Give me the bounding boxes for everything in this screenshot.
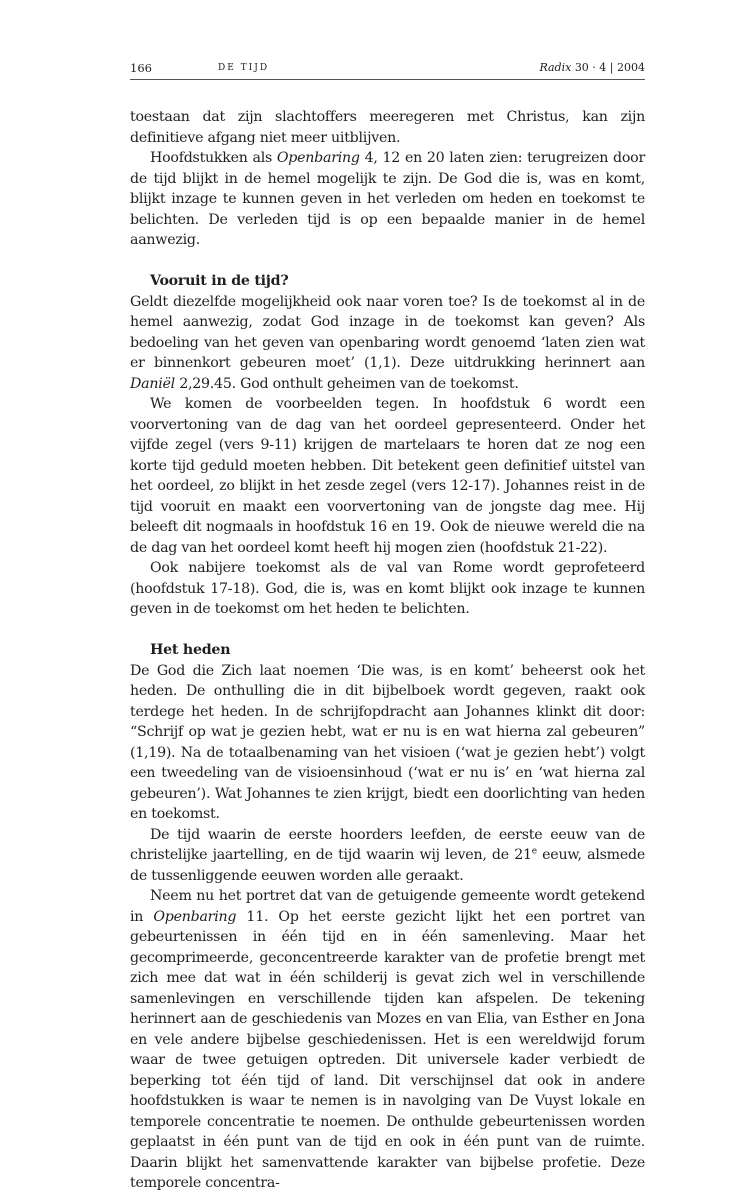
journal-citation [539,60,645,76]
paragraph [130,886,645,1194]
section-heading-vooruit: Vooruit in de tijd? [150,273,289,289]
paragraph: Ook nabijere toekomst als de val van Rome wordt geprofeteerd (hoofdstuk 17-18). God, die is, was en komt blijkt ook inzage te kunnen geven in de toekomst om het heden te belichten. [130,560,645,617]
paragraph [130,825,645,887]
paragraph: De God die Zich laat noemen ‘Die was, is en komt’ beheerst ook het heden. De onthulling die in dit bijbelboek wordt gegeven, raakt ook terdege het heden. In de schrijfopdracht aan Johannes klinkt dit door: “Schrijf op wat je gezien hebt, wat er nu is en wat hierna zal gebeuren” (1,19). Na de totaalbenaming van het visioen (‘wat je gezien hebt’) volgt een tweedeling van de visioensinhoud (‘wat er nu is’ en ‘wat hierna zal gebeuren’). Wat Johannes te zien krijgt, biedt een doorlichting van heden en toekomst. [130,662,645,822]
paragraph-text: Neem nu het portret dat van de getuigende gemeente wordt getekend in [130,888,645,925]
superscript: e [531,846,537,857]
article-body [130,107,645,1194]
paragraph-text: eeuw, alsmede de tussenliggende eeuwen worden alle geraakt. [130,847,645,884]
paragraph [130,292,645,395]
paragraph-text: De tijd waarin de eerste hoorders leefden, de eerste eeuw van de christelijke jaartelling, en de tijd waarin wij leven, de 21 [130,826,645,863]
bible-book-reference: Daniël [130,375,175,392]
section-heading-heden: Het heden [150,642,231,658]
bible-book-reference: Openbaring [276,150,360,166]
journal-name: Radix [539,61,572,74]
header-rule [130,79,645,80]
paragraph-text: 11. Op het eerste gezicht lijkt het een portret van gebeurtenissen in één tijd en in één samenleving. Maar het gecomprimeerde, geconcentreerde karakter van de profetie brengt met zich mee dat wat in één schilderij is gevat zich wel in verschillende samenlevingen en verschillende tijden kan afspelen. De tekening herinnert aan de geschiedenis van Mozes en van Elia, van Esther en Jona en vele andere bijbelse geschiedenissen. Het is een wereldwijd forum waar de twee getuigen optreden. Dit universele kader verbiedt de beperking tot één tijd of land. Dit verschijnsel dat ook in andere hoofdstukken is waar te nemen is in navolging van De Vuyst lokale en temporele concentratie te noemen. De onthulde gebeurtenissen worden geplaatst in één punt van de tijd en ook in één punt van de ruimte. Daarin blijkt het samenvattende karakter van bijbelse profetie. Deze temporele concentra- [130,908,646,1191]
section-title: DE TIJD [218,63,270,73]
page-number: 166 [130,61,152,75]
journal-info: 30 · 4 | 2004 [574,61,645,74]
paragraph-text: 4, 12 en 20 laten zien: terugreizen door de tijd blijkt in de hemel mogelijk te zijn. De God die is, was en komt, blijkt inzage te kunnen geven in het verleden om heden en toekomst te belichten. De verleden tijd is op een bepaalde manier in de hemel aanwezig. [130,150,645,248]
paragraph-text: Geldt diezelfde mogelijkheid ook naar voren toe? Is de toekomst al in de hemel aanwezig, zodat God inzage in de toekomst kan geven? Als bedoeling van het geven van openbaring wordt genoemd ‘laten zien wat er binnenkort gebeuren moet’ (1,1). Deze uitdrukking herinnert aan [130,293,645,371]
paragraph: We komen de voorbeelden tegen. In hoofdstuk 6 wordt een voorvertoning van de dag van het oordeel gepresenteerd. Onder het vijfde zegel (vers 9-11) krijgen de martelaars te horen dat ze nog een korte tijd geduld moeten hebben. Dit betekent geen definitief uitstel van het oordeel, zo blijkt in het zesde zegel (vers 12-17). Johannes reist in de tijd vooruit en maakt een voorvertoning van de jongste dag mee. Hij beleeft dit nogmaals in hoofdstuk 16 en 19. Ook de nieuwe wereld die na de dag van het oordeel komt heeft hij mogen zien (hoofdstuk 21-22). [130,396,645,556]
paragraph [130,148,645,251]
bible-book-reference: Openbaring [153,908,237,925]
paragraph-text: 2,29.45. God onthult geheimen van de toekomst. [174,375,519,392]
paragraph-text: Hoofdstukken als [150,150,277,166]
paragraph-continuation: toestaan dat zijn slachtoffers meeregeren met Christus, kan zijn definitieve afgang niet meer uitblijven. [130,109,645,146]
